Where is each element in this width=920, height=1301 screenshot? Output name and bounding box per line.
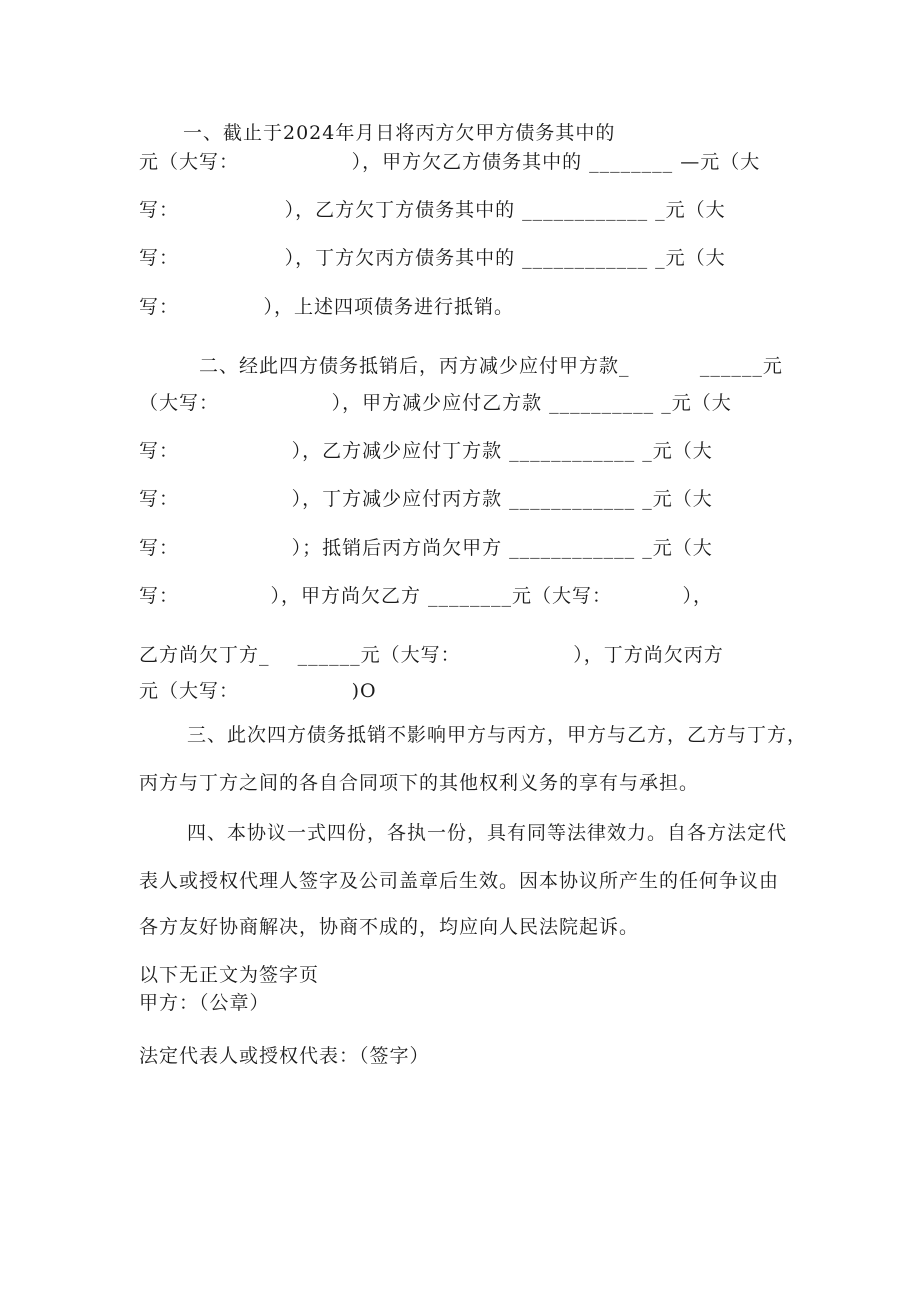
clause1-line1: 一、截止于2024年月日将丙方欠甲方债务其中的 [183,122,616,144]
clause2-line6: 写： ），甲方尚欠乙方 ________元（大写： ）， [139,585,713,607]
clause4-line3: 各方友好协商解决，协商不成的，均应向人民法院起诉。 [139,916,640,938]
clause2-line5: 写： ）；抵销后丙方尚欠甲方 ____________ _元（大 [139,537,713,559]
signature-page-note: 以下无正文为签字页 [139,964,320,986]
representative-signature-line: 法定代表人或授权代表：（签字） [139,1045,430,1067]
clause4-line2: 表人或授权代理人签字及公司盖章后生效。因本协议所产生的任何争议由 [139,870,780,892]
party-a-seal-line: 甲方：（公章） [139,992,270,1014]
clause1-line3: 写： ），乙方欠丁方债务其中的 ____________ _元（大 [139,199,726,221]
clause2-line2: （大写： ），甲方减少应付乙方款 __________ _元（大 [139,392,732,414]
clause2-line3: 写： ），乙方减少应付丁方款 ____________ _元（大 [139,440,713,462]
clause1-line5: 写： ），上述四项债务进行抵销。 [139,296,514,318]
clause1-line4: 写： ），丁方欠丙方债务其中的 ____________ _元（大 [139,247,726,269]
clause2-line1: 二、经此四方债务抵销后，丙方减少应付甲方款_ ______元 [199,355,783,377]
clause3-line1: 三、此次四方债务抵销不影响甲方与丙方，甲方与乙方，乙方与丁方， [187,724,808,746]
clause2-line8: 元（大写： )O [139,680,377,702]
clause2-line4: 写： ），丁方减少应付丙方款 ____________ _元（大 [139,488,713,510]
clause2-line7: 乙方尚欠丁方_ ______元（大写： ），丁方尚欠丙方 [139,644,724,666]
clause3-line2: 丙方与丁方之间的各自合同项下的其他权利义务的享有与承担。 [139,772,700,794]
clause4-line1: 四、本协议一式四份，各执一份，具有同等法律效力。自各方法定代 [187,822,788,844]
clause1-line2: 元（大写： ），甲方欠乙方债务其中的 ________ —元（大 [139,151,761,173]
